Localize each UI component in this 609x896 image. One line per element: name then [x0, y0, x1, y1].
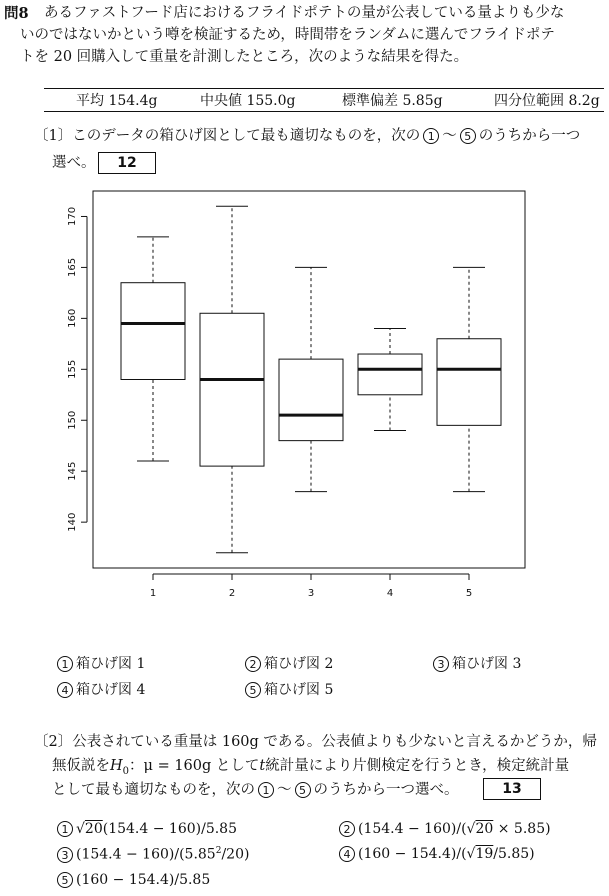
boxplot-1 [121, 237, 185, 461]
q1-choice-1[interactable] [54, 653, 145, 673]
q1-choice-3[interactable] [430, 653, 521, 673]
x-axis [150, 574, 472, 599]
answer-box-13[interactable]: 13 [483, 778, 541, 800]
stats-table [44, 88, 604, 112]
q2-text: ：μ = 160g として [129, 758, 260, 774]
boxplot-2 [200, 206, 264, 552]
q1-choice-2[interactable] [242, 653, 333, 673]
choice-text: 箱ひげ図 4 [76, 682, 146, 698]
y-tick-label: 155 [67, 359, 78, 379]
x-tick-label: 3 [307, 588, 315, 599]
intro-line-3: トを 20 回購入して重量を計測したところ，次のような結果を得た。 [20, 49, 469, 65]
circled-number: 1 [258, 782, 274, 798]
box-iqr [121, 283, 185, 380]
q2-text: 公表されている重量は 160g である。公表値よりも少ないと言えるかどうか，帰 [72, 734, 597, 750]
formula-part: (154.4 − 160)/(5.85 [76, 846, 216, 863]
circled-number: 2 [339, 821, 355, 837]
y-tick-label: 160 [67, 308, 78, 328]
circled-number: 3 [433, 656, 449, 672]
h0-symbol: H [110, 758, 123, 774]
q2-text: 無仮説を [52, 758, 110, 774]
boxplot-4 [358, 329, 422, 431]
range-separator: 〜 [442, 128, 457, 144]
formula-part: (160 − 154.4)/(√ [358, 846, 476, 862]
q1-label: 〔1〕 [34, 128, 73, 144]
box-iqr [279, 359, 343, 441]
q2-text: 統計量により片側検定を行うとき，検定統計量 [265, 758, 570, 774]
radicand: 20 [475, 821, 494, 837]
q1-choice-4[interactable] [54, 679, 145, 699]
circled-number: 1 [57, 656, 73, 672]
choice-text: 箱ひげ図 1 [76, 656, 146, 672]
box-iqr [200, 313, 264, 466]
q2-line-1 [34, 733, 597, 752]
stat-iqr: 四分位範囲 8.2g [494, 93, 600, 109]
boxplot-3 [279, 267, 343, 491]
q1-line-2: 選べ。 [52, 155, 96, 171]
t-variable: t [259, 758, 266, 774]
x-tick-label: 4 [386, 588, 394, 599]
range-separator: 〜 [277, 782, 292, 798]
boxes-group [121, 206, 501, 552]
x-tick-label: 2 [228, 588, 236, 599]
q1-text: のうちから一つ [478, 128, 581, 144]
formula-part: (154.4 − 160)/(√ [358, 821, 476, 837]
formula-part: /20) [221, 846, 250, 863]
circled-number: 1 [57, 821, 73, 837]
stat-sd: 標準偏差 5.85g [342, 93, 443, 109]
circled-number: 1 [423, 128, 439, 144]
formula-part: √ [76, 821, 85, 837]
circled-number: 5 [57, 872, 73, 888]
y-axis [67, 207, 87, 532]
intro-line-2: いのではないかという噂を検証するため，時間帯をランダムに選んでフライドポテ [20, 27, 555, 43]
x-tick-label: 1 [149, 588, 157, 599]
circled-number: 3 [57, 847, 73, 863]
q2-choice-1[interactable] [54, 821, 237, 837]
formula-part: (154.4 − 160)/5.85 [102, 821, 237, 837]
choice-text: 箱ひげ図 5 [264, 682, 334, 698]
circled-number: 4 [57, 682, 73, 698]
q2-choice-3[interactable] [54, 846, 249, 863]
choice-text: 箱ひげ図 2 [264, 656, 334, 672]
q2-text: のうちから一つ選べ。 [313, 782, 459, 798]
q2-label: 〔2〕 [34, 734, 73, 750]
q2-choice-4[interactable] [336, 846, 535, 862]
circled-number: 5 [295, 782, 311, 798]
q1-choice-5[interactable] [242, 679, 333, 699]
circled-number: 5 [460, 128, 476, 144]
y-tick-label: 165 [67, 257, 78, 277]
stat-mean: 平均 154.4g [76, 93, 158, 109]
h0-subscript: 0 [122, 765, 130, 777]
q2-choice-5[interactable] [54, 872, 210, 888]
y-tick-label: 150 [67, 410, 78, 430]
boxplot-chart [60, 185, 530, 615]
y-tick-label: 140 [67, 512, 78, 532]
formula-part: × 5.85) [493, 821, 551, 837]
q2-choice-2[interactable] [336, 821, 551, 837]
circled-number: 4 [339, 846, 355, 862]
q2-text: として最も適切なものを，次の [52, 782, 255, 798]
intro-line-1: あるファストフード店におけるフライドポテトの量が公表している量よりも少な [44, 5, 565, 21]
boxplot-5 [437, 267, 501, 491]
q1-text: このデータの箱ひげ図として最も適切なものを，次の [72, 128, 421, 144]
y-tick-label: 170 [67, 206, 78, 227]
choice-text: 箱ひげ図 3 [452, 656, 522, 672]
circled-number: 5 [245, 682, 261, 698]
q2-line-3 [52, 781, 459, 800]
box-iqr [358, 354, 422, 395]
box-iqr [437, 339, 501, 426]
radicand: 20 [84, 821, 103, 837]
radicand: 19 [475, 846, 494, 862]
superscript: 2 [215, 846, 222, 856]
x-tick-label: 5 [465, 588, 473, 599]
circled-number: 2 [245, 656, 261, 672]
formula-part: (160 − 154.4)/5.85 [76, 872, 211, 888]
problem-number: 問8 [4, 5, 29, 22]
stat-median: 中央値 155.0g [200, 93, 296, 109]
y-tick-label: 145 [67, 461, 78, 481]
formula-part: /5.85) [493, 846, 535, 862]
answer-box-12[interactable]: 12 [98, 152, 156, 174]
q1-line-1 [34, 127, 580, 146]
